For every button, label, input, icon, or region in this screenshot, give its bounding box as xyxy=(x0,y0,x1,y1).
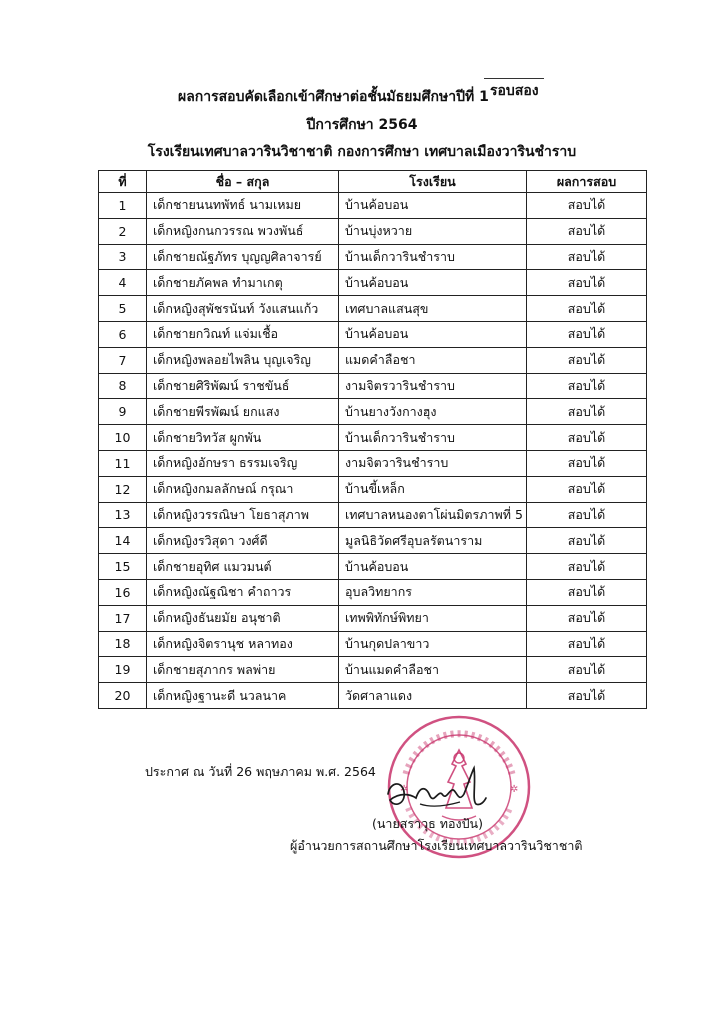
school-name: เทศบาลแสนสุข xyxy=(339,296,527,322)
table-row xyxy=(99,296,647,322)
exam-result: สอบได้ xyxy=(527,193,647,219)
student-name: เด็กชายสุภากร พลพ่าย xyxy=(147,657,339,683)
exam-result: สอบได้ xyxy=(527,631,647,657)
student-name: เด็กชายกวิณท์ แจ่มเชื้อ xyxy=(147,321,339,347)
row-number: 3 xyxy=(99,244,147,270)
exam-result: สอบได้ xyxy=(527,373,647,399)
exam-result: สอบได้ xyxy=(527,554,647,580)
school-name: บ้านเด็กวารินชำราบ xyxy=(339,244,527,270)
row-number: 14 xyxy=(99,528,147,554)
school-name: เทศบาลหนองตาโผ่นมิตรภาพที่ 5 xyxy=(339,502,527,528)
exam-result: สอบได้ xyxy=(527,321,647,347)
svg-text:✲: ✲ xyxy=(510,784,519,795)
school-name: บ้านเด็กวารินชำราบ xyxy=(339,425,527,451)
student-name: เด็กหญิงวรรณิษา โยธาสุภาพ xyxy=(147,502,339,528)
exam-result: สอบได้ xyxy=(527,347,647,373)
student-name: เด็กหญิงธันยมัย อนุชาติ xyxy=(147,605,339,631)
exam-result: สอบได้ xyxy=(527,218,647,244)
row-number: 11 xyxy=(99,450,147,476)
table-row xyxy=(99,579,647,605)
table-row xyxy=(99,399,647,425)
student-name: เด็กชายวิทวัส ผูกพัน xyxy=(147,425,339,451)
student-name: เด็กหญิงกนกวรรณ พวงพันธ์ xyxy=(147,218,339,244)
school-name: วัดศาลาแดง xyxy=(339,683,527,709)
exam-result: สอบได้ xyxy=(527,657,647,683)
school-name: เทพพิทักษ์พิทยา xyxy=(339,605,527,631)
table-row xyxy=(99,244,647,270)
row-number: 17 xyxy=(99,605,147,631)
table-row xyxy=(99,657,647,683)
student-name: เด็กหญิงสุพัชรนันท์ วังแสนแก้ว xyxy=(147,296,339,322)
row-number: 2 xyxy=(99,218,147,244)
table-row xyxy=(99,476,647,502)
student-name: เด็กชายพีรพัฒน์ ยกแสง xyxy=(147,399,339,425)
school-name: บ้านค้อบอน xyxy=(339,554,527,580)
school-name: บ้านค้อบอน xyxy=(339,270,527,296)
row-number: 10 xyxy=(99,425,147,451)
school-name: บ้านแมดคำลือชา xyxy=(339,657,527,683)
table-row xyxy=(99,193,647,219)
table-row xyxy=(99,321,647,347)
table-row xyxy=(99,425,647,451)
student-name: เด็กหญิงอักษรา ธรรมเจริญ xyxy=(147,450,339,476)
student-name: เด็กหญิงฐานะดี นวลนาค xyxy=(147,683,339,709)
school-name: บ้านยางวังกางฮุง xyxy=(339,399,527,425)
exam-result: สอบได้ xyxy=(527,450,647,476)
announcement-date: ประกาศ ณ วันที่ 26 พฤษภาคม พ.ศ. 2564 xyxy=(145,764,376,779)
table-row xyxy=(99,218,647,244)
table-row xyxy=(99,373,647,399)
student-name: เด็กหญิงรวิสุดา วงศ์ดี xyxy=(147,528,339,554)
table-row xyxy=(99,631,647,657)
exam-result: สอบได้ xyxy=(527,476,647,502)
student-name: เด็กหญิงพลอยไพลิน บุญเจริญ xyxy=(147,347,339,373)
signer-title: ผู้อำนวยการสถานศึกษาโรงเรียนเทศบาลวารินวิชาชาติ xyxy=(290,838,583,853)
row-number: 12 xyxy=(99,476,147,502)
student-name: เด็กหญิงจิตรานุช หลาทอง xyxy=(147,631,339,657)
header-no: ที่ xyxy=(99,171,147,193)
school-name: อุบลวิทยากร xyxy=(339,579,527,605)
round-label: รอบสอง xyxy=(490,83,539,99)
row-number: 19 xyxy=(99,657,147,683)
table-row xyxy=(99,528,647,554)
table-row xyxy=(99,554,647,580)
exam-result: สอบได้ xyxy=(527,425,647,451)
school-name: งามจิตรวารินชำราบ xyxy=(339,373,527,399)
exam-result: สอบได้ xyxy=(527,270,647,296)
row-number: 4 xyxy=(99,270,147,296)
table-header-row xyxy=(99,171,647,193)
exam-result: สอบได้ xyxy=(527,399,647,425)
row-number: 5 xyxy=(99,296,147,322)
exam-result: สอบได้ xyxy=(527,605,647,631)
exam-result: สอบได้ xyxy=(527,683,647,709)
school-name: บ้านกุดปลาขาว xyxy=(339,631,527,657)
row-number: 1 xyxy=(99,193,147,219)
title-line-2: ปีการศึกษา 2564 xyxy=(306,117,418,133)
header-school: โรงเรียน xyxy=(339,171,527,193)
school-name: บ้านค้อบอน xyxy=(339,321,527,347)
row-number: 8 xyxy=(99,373,147,399)
row-number: 18 xyxy=(99,631,147,657)
table-row xyxy=(99,605,647,631)
header-name: ชื่อ – สกุล xyxy=(147,171,339,193)
student-name: เด็กชายภัคพล ทำมาเกตุ xyxy=(147,270,339,296)
row-number: 6 xyxy=(99,321,147,347)
school-name: บ้านค้อบอน xyxy=(339,193,527,219)
handwritten-signature xyxy=(380,764,490,816)
student-name: เด็กชายณัฐภัทร บุญญศิลาจารย์ xyxy=(147,244,339,270)
table-row xyxy=(99,683,647,709)
table-row xyxy=(99,502,647,528)
table-row xyxy=(99,347,647,373)
svg-text:✲: ✲ xyxy=(400,784,409,795)
round-underline xyxy=(484,78,544,79)
row-number: 9 xyxy=(99,399,147,425)
student-name: เด็กหญิงกมลลักษณ์ กรุณา xyxy=(147,476,339,502)
table-row xyxy=(99,450,647,476)
title-line-1: ผลการสอบคัดเลือกเข้าศึกษาต่อชั้นมัธยมศึกษาปีที่ 1 xyxy=(178,89,489,105)
exam-result: สอบได้ xyxy=(527,528,647,554)
school-name: งามจิตวารินชำราบ xyxy=(339,450,527,476)
table-row xyxy=(99,270,647,296)
student-name: เด็กชายอุทิศ แมวมนต์ xyxy=(147,554,339,580)
row-number: 15 xyxy=(99,554,147,580)
school-name: แมดคำลือชา xyxy=(339,347,527,373)
school-name: บ้านขี้เหล็ก xyxy=(339,476,527,502)
signer-name: (นายสราวุธ ทองปัน) xyxy=(372,816,483,831)
exam-result: สอบได้ xyxy=(527,579,647,605)
exam-result: สอบได้ xyxy=(527,296,647,322)
school-name: มูลนิธิวัดศรีอุบลรัตนาราม xyxy=(339,528,527,554)
row-number: 13 xyxy=(99,502,147,528)
row-number: 20 xyxy=(99,683,147,709)
exam-result: สอบได้ xyxy=(527,502,647,528)
row-number: 7 xyxy=(99,347,147,373)
header-result: ผลการสอบ xyxy=(527,171,647,193)
exam-result: สอบได้ xyxy=(527,244,647,270)
student-name: เด็กชายศิริพัฒน์ ราชขันธ์ xyxy=(147,373,339,399)
results-table xyxy=(98,170,647,709)
school-name: บ้านบุ่งหวาย xyxy=(339,218,527,244)
title-line-3: โรงเรียนเทศบาลวารินวิชาชาติ กองการศึกษา เทศบาลเมืองวารินชำราบ xyxy=(147,144,577,160)
student-name: เด็กชายนนทพัทธ์ นามเหมย xyxy=(147,193,339,219)
row-number: 16 xyxy=(99,579,147,605)
student-name: เด็กหญิงณัฐณิชา คำถาวร xyxy=(147,579,339,605)
